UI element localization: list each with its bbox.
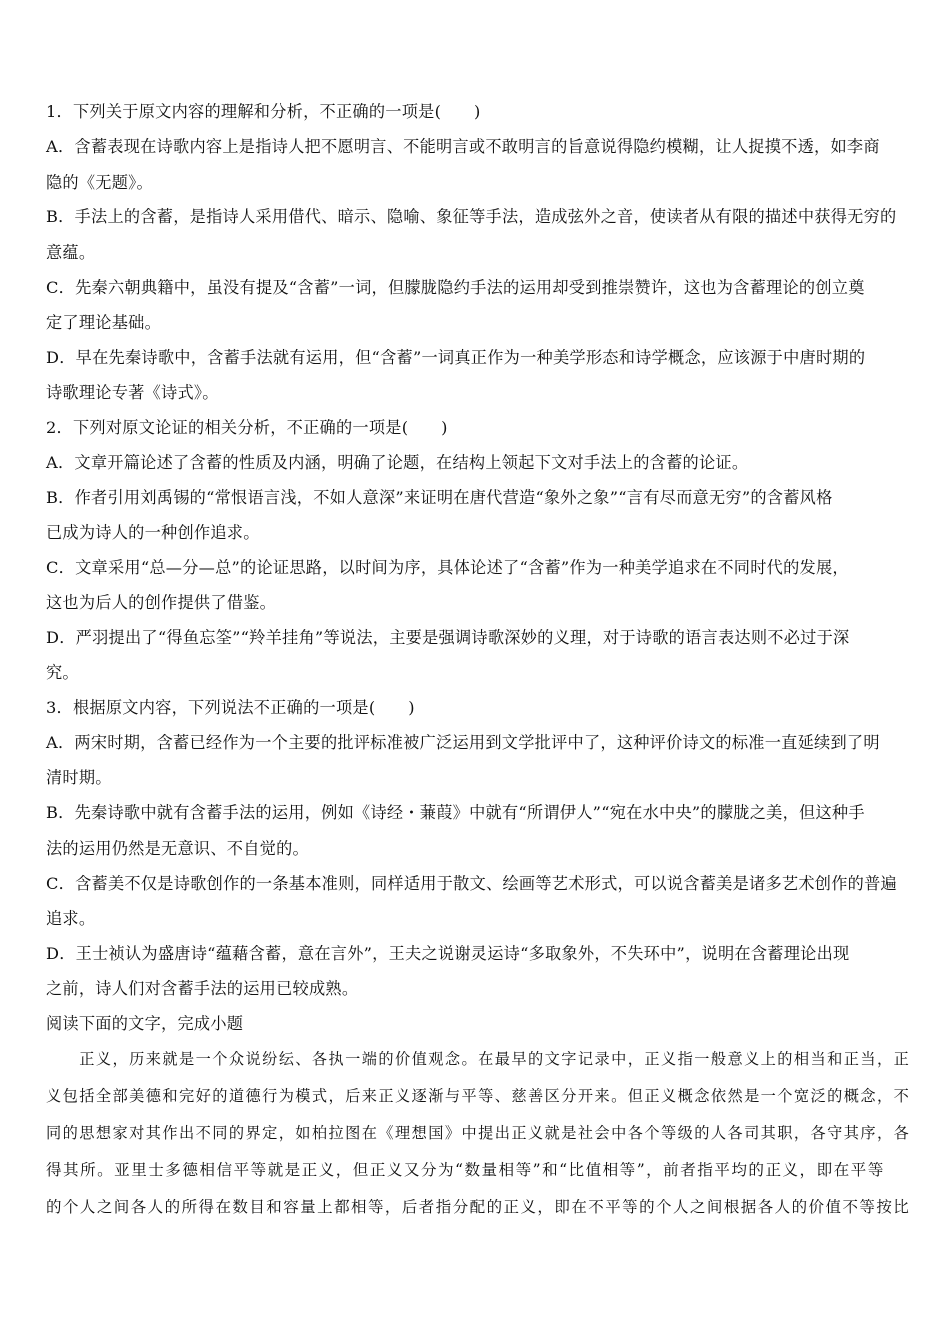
passage-line-2: 义包括全部美德和完好的道德行为模式，后来正义逐渐与平等、慈善区分开来。但正义概念依然是一个宽泛的概念，不 [46, 1087, 911, 1105]
passage-line-1: 正义，历来就是一个众说纷纭、各执一端的价值观念。在最早的文字记录中，正义指一般意义上的相当和正当，正 [46, 1050, 911, 1068]
q1-option-d-line1: D．早在先秦诗歌中，含蓄手法就有运用，但“含蓄”一词真正作为一种美学形态和诗学概念，应该源于中唐时期的 [46, 348, 866, 367]
q1-option-d-line2: 诗歌理论专著《诗式》。 [46, 383, 219, 402]
q1-option-b-line2: 意蕴。 [46, 243, 96, 262]
question-1-stem: 1．下列关于原文内容的理解和分析，不正确的一项是( ) [46, 102, 481, 121]
q1-option-a-line1: A．含蓄表现在诗歌内容上是指诗人把不愿明言、不能明言或不敢明言的旨意说得隐约模糊，让人捉摸不透，如李商 [46, 137, 880, 156]
q3-option-b-line1: B．先秦诗歌中就有含蓄手法的运用，例如《诗经・蒹葭》中就有“所谓伊人”“宛在水中央”的朦胧之美，但这种手 [46, 803, 865, 822]
reading-prompt: 阅读下面的文字，完成小题 [46, 1014, 244, 1033]
q2-option-b-line2: 已成为诗人的一种创作追求。 [46, 523, 260, 542]
q2-option-c-line1: C．文章采用“总—分—总”的论证思路，以时间为序，具体论述了“含蓄”作为一种美学追求在不同时代的发展， [46, 558, 849, 577]
q1-option-c-line1: C．先秦六朝典籍中，虽没有提及“含蓄”一词，但朦胧隐约手法的运用却受到推崇赞许，这也为含蓄理论的创立奠 [46, 278, 865, 297]
q2-option-d-line1: D．严羽提出了“得鱼忘筌”“羚羊挂角”等说法，主要是强调诗歌深妙的义理，对于诗歌的语言表达则不必过于深 [46, 628, 850, 647]
q2-option-b-line1: B．作者引用刘禹锡的“常恨语言浅，不如人意深”来证明在唐代营造“象外之象”“言有尽而意无穷”的含蓄风格 [46, 488, 833, 507]
q3-option-c-line2: 追求。 [46, 909, 96, 928]
q3-option-a-line2: 清时期。 [46, 768, 112, 787]
q3-option-d-line1: D．王士祯认为盛唐诗“蕴藉含蓄，意在言外”，王夫之说谢灵运诗“多取象外，不失环中”，说明在含蓄理论出现 [46, 944, 850, 963]
q3-option-d-line2: 之前，诗人们对含蓄手法的运用已较成熟。 [46, 979, 359, 998]
q1-option-b-line1: B．手法上的含蓄，是指诗人采用借代、暗示、隐喻、象征等手法，造成弦外之音，使读者从有限的描述中获得无穷的 [46, 207, 897, 226]
q2-option-a-line1: A．文章开篇论述了含蓄的性质及内涵，明确了论题，在结构上领起下文对手法上的含蓄的论证。 [46, 453, 749, 472]
q3-option-b-line2: 法的运用仍然是无意识、不自觉的。 [46, 839, 309, 858]
q1-option-c-line2: 定了理论基础。 [46, 313, 162, 332]
passage-line-5: 的个人之间各人的所得在数目和容量上都相等，后者指分配的正义，即在不平等的个人之间根据各人的价值不等按比 [46, 1198, 911, 1216]
question-3-stem: 3．根据原文内容，下列说法不正确的一项是( ) [46, 698, 415, 717]
q3-option-a-line1: A．两宋时期，含蓄已经作为一个主要的批评标准被广泛运用到文学批评中了，这种评价诗文的标准一直延续到了明 [46, 733, 880, 752]
q3-option-c-line1: C．含蓄美不仅是诗歌创作的一条基本准则，同样适用于散文、绘画等艺术形式，可以说含蓄美是诸多艺术创作的普遍 [46, 874, 897, 893]
q2-option-c-line2: 这也为后人的创作提供了借鉴。 [46, 593, 277, 612]
passage-line-4: 得其所。亚里士多德相信平等就是正义，但正义又分为“数量相等”和“比值相等”，前者指平均的正义，即在平等 [46, 1161, 885, 1179]
passage-line-3: 同的思想家对其作出不同的界定，如柏拉图在《理想国》中提出正义就是社会中各个等级的人各司其职，各守其序，各 [46, 1124, 911, 1142]
q2-option-d-line2: 究。 [46, 663, 79, 682]
question-2-stem: 2．下列对原文论证的相关分析，不正确的一项是( ) [46, 418, 448, 437]
q1-option-a-line2: 隐的《无题》。 [46, 173, 153, 192]
